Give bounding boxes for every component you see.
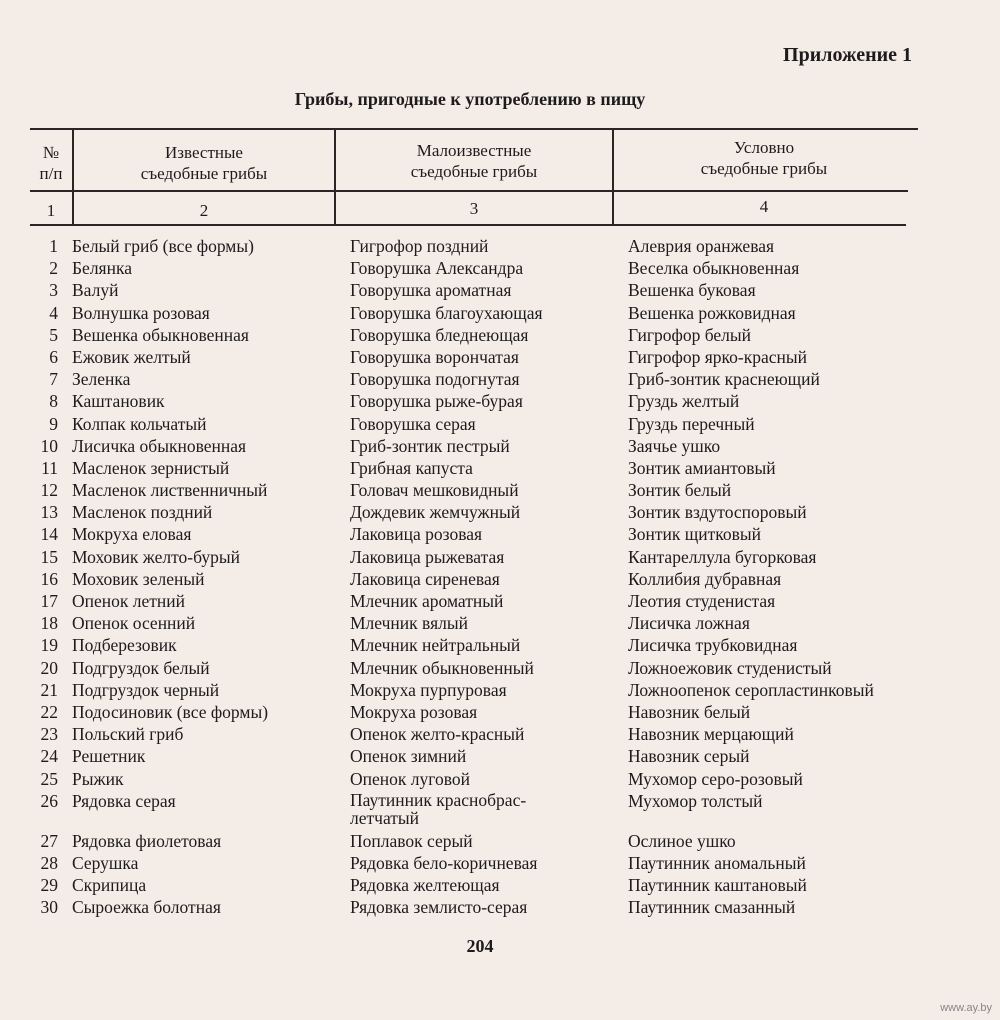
- conditional-mushroom: Леотия студенистая: [628, 591, 776, 611]
- colnum-3: 3: [469, 199, 479, 218]
- row-number: 24: [40, 746, 58, 767]
- table-row: [0, 746, 1000, 768]
- conditional-mushroom: Навозник серый: [628, 746, 750, 767]
- table-row: [0, 303, 1000, 325]
- row-number: 29: [40, 875, 58, 896]
- row-number: 9: [49, 413, 58, 434]
- conditional-mushroom: Лисичка трубковидная: [628, 635, 798, 656]
- known-mushroom: Опенок летний: [72, 591, 186, 611]
- conditional-mushroom: Коллибия дубравная: [628, 568, 782, 589]
- table-row: [0, 831, 1000, 853]
- row-number: 17: [40, 591, 58, 611]
- row-number: 25: [40, 768, 58, 789]
- conditional-mushroom: Зонтик щитковый: [628, 524, 762, 545]
- little-known-mushroom: Гигрофор поздний: [350, 236, 489, 256]
- known-mushroom: Колпак кольчатый: [72, 413, 207, 434]
- row-number: 20: [40, 657, 58, 678]
- known-mushroom: Масленок зернистый: [72, 457, 230, 478]
- conditional-mushroom: Ослиное ушко: [628, 830, 736, 851]
- known-mushroom: Каштановик: [72, 391, 165, 412]
- little-known-mushroom: Говорушка Александра: [350, 258, 524, 279]
- known-mushroom: Рыжик: [72, 768, 124, 789]
- row-number: 16: [40, 568, 58, 589]
- row-number: 3: [49, 280, 58, 301]
- row-number: 6: [49, 346, 58, 367]
- little-known-mushroom: Млечник ароматный: [350, 591, 504, 611]
- conditional-mushroom: Зонтик вздутоспоровый: [628, 502, 807, 523]
- table-row: [0, 680, 1000, 702]
- table-row: [0, 236, 1000, 258]
- little-known-mushroom: Млечник вялый: [350, 613, 468, 634]
- table-row: [0, 480, 1000, 502]
- row-number: 15: [40, 546, 58, 567]
- conditional-mushroom: Зонтик белый: [628, 480, 732, 501]
- table-row: [0, 391, 1000, 413]
- header-conditional: Условно съедобные грибы: [700, 138, 828, 178]
- little-known-mushroom: Говорушка подогнутая: [350, 369, 520, 390]
- table-row: [0, 547, 1000, 569]
- row-number: 4: [49, 302, 58, 323]
- conditional-mushroom: Вешенка буковая: [628, 280, 756, 301]
- row-number: 26: [40, 790, 58, 811]
- little-known-mushroom: Лаковица розовая: [350, 524, 483, 545]
- conditional-mushroom: Навозник мерцающий: [628, 724, 794, 745]
- row-number: 21: [40, 679, 58, 700]
- conditional-mushroom: Мухомор серо-розовый: [628, 768, 803, 789]
- known-mushroom: Серушка: [72, 852, 139, 873]
- conditional-mushroom: Заячье ушко: [628, 435, 721, 456]
- table-row: [0, 724, 1000, 746]
- table-row: [0, 458, 1000, 480]
- little-known-mushroom: Грибная капуста: [350, 457, 473, 478]
- table-top-rule: [30, 128, 918, 130]
- table-title: Грибы, пригодные к употреблению в пищу: [294, 89, 646, 109]
- colnum-bottom-rule: [30, 224, 906, 226]
- known-mushroom: Волнушка розовая: [72, 302, 210, 323]
- table-row: [0, 369, 1000, 391]
- table-row: [0, 875, 1000, 897]
- row-number: 28: [40, 852, 58, 873]
- little-known-mushroom: Лаковица сиреневая: [350, 568, 500, 589]
- little-known-mushroom: Рядовка землисто-серая: [350, 897, 528, 918]
- conditional-mushroom: Паутинник смазанный: [628, 897, 796, 918]
- little-known-mushroom: Говорушка рыже-бурая: [350, 391, 523, 412]
- little-known-mushroom: Мокруха пурпуровая: [350, 679, 507, 700]
- little-known-mushroom: Млечник нейтральный: [350, 635, 521, 656]
- conditional-mushroom: Алеврия оранжевая: [628, 236, 775, 256]
- little-known-mushroom: Опенок зимний: [350, 746, 467, 767]
- little-known-mushroom: Говорушка благоухающая: [350, 302, 543, 323]
- known-mushroom: Вешенка обыкновенная: [72, 324, 249, 345]
- little-known-mushroom: Паутинник краснобрас- летчатый: [350, 789, 527, 828]
- conditional-mushroom: Ложноопенок серопластинковый: [628, 679, 874, 700]
- table-row: [0, 414, 1000, 436]
- little-known-mushroom: Рядовка бело-коричневая: [350, 852, 538, 873]
- conditional-mushroom: Гриб-зонтик краснеющий: [628, 369, 820, 390]
- table-row: [0, 897, 1000, 919]
- colnum-2: 2: [199, 201, 209, 220]
- row-number: 19: [40, 635, 58, 656]
- table-row: [0, 702, 1000, 724]
- table-row: [0, 524, 1000, 546]
- little-known-mushroom: Млечник обыкновенный: [350, 657, 534, 678]
- row-number: 12: [40, 480, 58, 501]
- known-mushroom: Мокруха еловая: [72, 524, 192, 545]
- table-row: [0, 635, 1000, 657]
- conditional-mushroom: Груздь желтый: [628, 391, 740, 412]
- header-bottom-rule: [30, 190, 908, 192]
- header-little-known: Малоизвестные съедобные грибы: [410, 141, 538, 181]
- little-known-mushroom: Рядовка желтеющая: [350, 875, 500, 896]
- little-known-mushroom: Говорушка серая: [350, 413, 476, 434]
- table-row: [0, 591, 1000, 613]
- conditional-mushroom: Паутинник каштановый: [628, 875, 807, 896]
- known-mushroom: Масленок лиственничный: [72, 480, 268, 501]
- table-row: [0, 791, 1000, 831]
- conditional-mushroom: Паутинник аномальный: [628, 852, 806, 873]
- known-mushroom: Сыроежка болотная: [72, 897, 221, 918]
- row-number: 30: [40, 897, 58, 918]
- conditional-mushroom: Гигрофор белый: [628, 324, 752, 345]
- table-row: [0, 769, 1000, 791]
- row-number: 22: [40, 701, 58, 722]
- table-row: [0, 347, 1000, 369]
- row-number: 27: [40, 830, 58, 851]
- known-mushroom: Зеленка: [72, 369, 131, 390]
- table-row: [0, 436, 1000, 458]
- row-number: 10: [40, 435, 58, 456]
- known-mushroom: Масленок поздний: [72, 502, 213, 523]
- colnum-1: 1: [46, 201, 56, 220]
- row-number: 2: [49, 258, 58, 279]
- table-row: [0, 258, 1000, 280]
- conditional-mushroom: Мухомор толстый: [628, 790, 763, 811]
- conditional-mushroom: Навозник белый: [628, 701, 751, 722]
- row-number: 23: [40, 724, 58, 745]
- watermark: www.ay.by: [940, 1002, 992, 1014]
- known-mushroom: Решетник: [72, 746, 146, 767]
- little-known-mushroom: Говорушка ворончатая: [350, 346, 519, 367]
- known-mushroom: Белянка: [72, 258, 132, 279]
- little-known-mushroom: Говорушка бледнеющая: [350, 324, 529, 345]
- known-mushroom: Моховик зеленый: [72, 568, 205, 589]
- row-number: 14: [40, 524, 58, 545]
- conditional-mushroom: Зонтик амиантовый: [628, 457, 776, 478]
- little-known-mushroom: Головач мешковидный: [350, 480, 519, 501]
- row-number: 7: [49, 369, 58, 390]
- row-number: 1: [49, 236, 58, 256]
- little-known-mushroom: Говорушка ароматная: [350, 280, 512, 301]
- little-known-mushroom: Опенок луговой: [350, 768, 470, 789]
- conditional-mushroom: Вешенка рожковидная: [628, 302, 796, 323]
- known-mushroom: Рядовка фиолетовая: [72, 830, 222, 851]
- row-number: 18: [40, 613, 58, 634]
- header-num: № п/п: [39, 143, 63, 183]
- appendix-label: Приложение 1: [783, 44, 912, 66]
- little-known-mushroom: Гриб-зонтик пестрый: [350, 435, 510, 456]
- table-row: [0, 502, 1000, 524]
- little-known-mushroom: Лаковица рыжеватая: [350, 546, 505, 567]
- conditional-mushroom: Кантареллула бугорковая: [628, 546, 817, 567]
- table-row: [0, 569, 1000, 591]
- table-row: [0, 325, 1000, 347]
- table-body: [0, 236, 1000, 919]
- conditional-mushroom: Груздь перечный: [628, 413, 755, 434]
- little-known-mushroom: Мокруха розовая: [350, 701, 478, 722]
- row-number: 8: [49, 391, 58, 412]
- known-mushroom: Подосиновик (все формы): [72, 701, 269, 722]
- known-mushroom: Подгруздок белый: [72, 657, 210, 678]
- known-mushroom: Белый гриб (все формы): [72, 236, 254, 256]
- conditional-mushroom: Ложноежовик студенистый: [628, 657, 832, 678]
- little-known-mushroom: Опенок желто-красный: [350, 724, 525, 745]
- table-row: [0, 658, 1000, 680]
- little-known-mushroom: Поплавок серый: [350, 830, 473, 851]
- known-mushroom: Валуй: [72, 280, 119, 301]
- page-number: 204: [466, 936, 494, 956]
- known-mushroom: Подберезовик: [72, 635, 177, 656]
- known-mushroom: Ежовик желтый: [72, 346, 191, 367]
- row-number: 13: [40, 502, 58, 523]
- known-mushroom: Рядовка серая: [72, 790, 176, 811]
- conditional-mushroom: Гигрофор ярко-красный: [628, 346, 807, 367]
- row-number: 5: [49, 324, 58, 345]
- conditional-mushroom: Веселка обыкновенная: [628, 258, 800, 279]
- table-row: [0, 280, 1000, 302]
- known-mushroom: Опенок осенний: [72, 613, 196, 634]
- known-mushroom: Польский гриб: [72, 724, 184, 745]
- little-known-mushroom: Дождевик жемчужный: [350, 502, 521, 523]
- known-mushroom: Моховик желто-бурый: [72, 546, 240, 567]
- conditional-mushroom: Лисичка ложная: [628, 613, 750, 634]
- known-mushroom: Лисичка обыкновенная: [72, 435, 247, 456]
- known-mushroom: Подгруздок черный: [72, 679, 220, 700]
- header-known: Известные съедобные грибы: [140, 143, 268, 183]
- row-number: 11: [41, 457, 58, 478]
- table-row: [0, 613, 1000, 635]
- colnum-4: 4: [759, 197, 769, 216]
- known-mushroom: Скрипица: [72, 875, 147, 896]
- table-row: [0, 853, 1000, 875]
